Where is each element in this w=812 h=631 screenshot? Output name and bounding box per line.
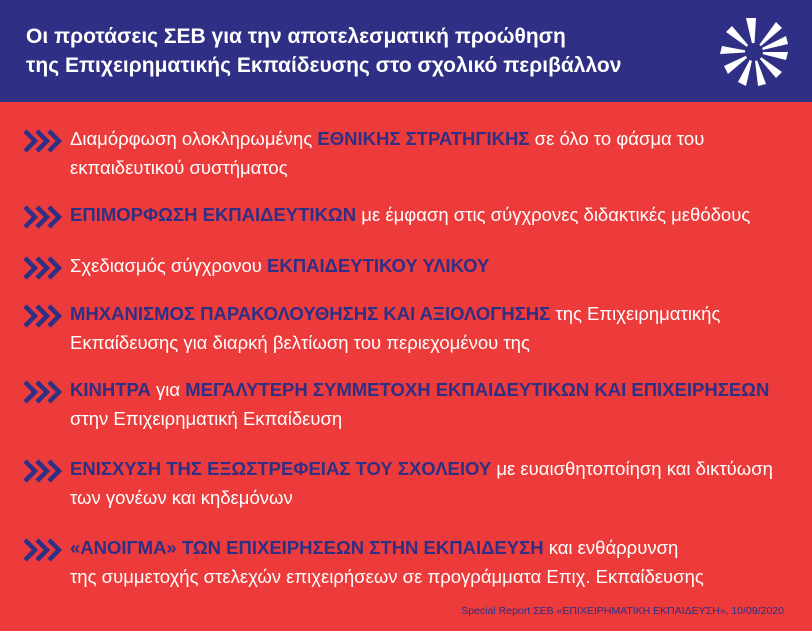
item-text-part: Διαμόρφωση ολοκληρωμένης [70, 128, 318, 149]
item-text-part: σε όλο το φάσμα του [529, 128, 705, 149]
item-highlight: ΕΚΠΑΙΔΕΥΤΙΚΟΥ ΥΛΙΚΟΥ [267, 255, 490, 276]
item-text-part: με ευαισθητοποίηση και δικτύωση [491, 458, 773, 479]
item-text-part: και ενθάρρυνση [543, 537, 679, 558]
double-chevron-right-icon [22, 255, 62, 281]
item-highlight: ΚΙΝΗΤΡΑ [70, 379, 151, 400]
item-text-part: Σχεδιασμός σύγχρονου [70, 255, 268, 276]
item-text-line-2: Εκπαίδευσης για διαρκή βελτίωση του περιεχομένου της [70, 332, 530, 353]
item-text [70, 200, 790, 229]
item-highlight: ΜΗΧΑΝΙΣΜΟΣ ΠΑΡΑΚΟΛΟΥΘΗΣΗΣ ΚΑΙ ΑΞΙΟΛΟΓΗΣΗΣ [70, 303, 551, 324]
double-chevron-right-icon [22, 379, 62, 405]
item-text [70, 375, 790, 433]
item-text-line-2: της συμμετοχής στελεχών επιχειρήσεων σε προγράμματα Επιχ. Εκπαίδευσης [70, 566, 704, 587]
item-text [70, 533, 790, 591]
double-chevron-right-icon [22, 458, 62, 484]
double-chevron-right-icon [22, 303, 62, 329]
item-highlight: ΕΘΝΙΚΗΣ ΣΤΡΑΤΗΓΙΚΗΣ [317, 128, 530, 149]
title-line-2: της Επιχειρηματικής Εκπαίδευσης στο σχολικό περιβάλλον [26, 54, 622, 77]
item-highlight: «ΑΝΟΙΓΜΑ» ΤΩΝ ΕΠΙΧΕΙΡΗΣΕΩΝ ΣΤΗΝ ΕΚΠΑΙΔΕΥΣΗ [70, 537, 544, 558]
item-text-line-2: εκπαιδευτικού συστήματος [70, 157, 288, 178]
item-highlight: ΜΕΓΑΛΥΤΕΡΗ ΣΥΜΜΕΤΟΧΗ ΕΚΠΑΙΔΕΥΤΙΚΩΝ ΚΑΙ ΕΠΙΧΕΙΡΗΣΕΩΝ [185, 379, 770, 400]
item-highlight: ΕΝΙΣΧΥΣΗ ΤΗΣ ΕΞΩΣΤΡΕΦΕΙΑΣ ΤΟΥ ΣΧΟΛΕΙΟΥ [70, 458, 492, 479]
double-chevron-right-icon [22, 204, 62, 230]
double-chevron-right-icon [22, 537, 62, 563]
item-text-line-2: των γονέων και κηδεμόνων [70, 487, 293, 508]
item-text-part: για [150, 379, 186, 400]
item-text-line-2: στην Επιχειρηματική Εκπαίδευση [70, 408, 343, 429]
source-footnote: Special Report ΣΕΒ «ΕΠΙΧΕΙΡΗΜΑΤΙΚΗ ΕΚΠΑΙΔΕΥΣΗ», 10/09/2020 [461, 605, 784, 617]
item-text-part: με έμφαση στις σύγχρονες διδακτικές μεθόδους [356, 204, 751, 225]
item-highlight: ΕΠΙΜΟΡΦΩΣΗ ΕΚΠΑΙΔΕΥΤΙΚΩΝ [70, 204, 357, 225]
title-line-1: Οι προτάσεις ΣΕΒ για την αποτελεσματική προώθηση [26, 25, 566, 48]
item-text [70, 251, 790, 280]
double-chevron-right-icon [22, 128, 62, 154]
item-text-part: της Επιχειρηματικής [550, 303, 721, 324]
item-text [70, 454, 790, 512]
item-text [70, 299, 790, 357]
item-text [70, 124, 790, 182]
